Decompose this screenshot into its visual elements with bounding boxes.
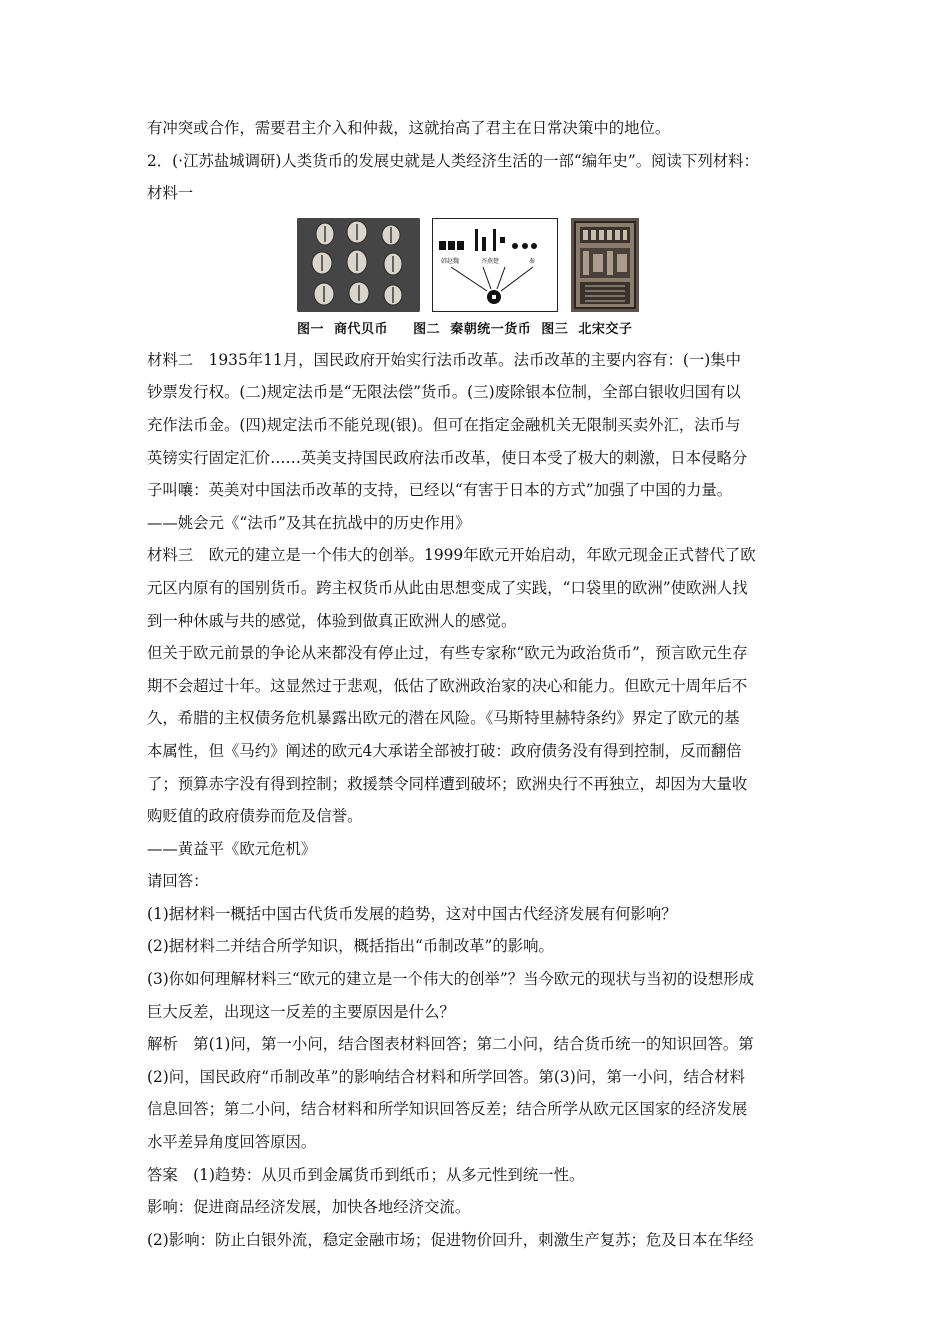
question-header: 2．(·江苏盐城调研)人类货币的发展史就是人类经济生活的一部“编年史”。阅读下列材料： — [147, 151, 759, 170]
figure-caption: 图一 商代贝币 图二 秦朝统一货币 图三 北宋交子 — [297, 321, 633, 337]
fig2-label-3: 秦 — [529, 257, 536, 265]
material-three-line: 到一种休戚与共的感觉，体验到做真正欧洲人的感觉。 — [147, 611, 517, 630]
figure-row — [147, 218, 809, 344]
material-three-line: 久，希腊的主权债务危机暴露出欧元的潜在风险。《马斯特里赫特条约》界定了欧元的基 — [147, 709, 740, 728]
material-three-line: 了；预算赤字没有得到控制；救援禁令同样遭到破坏；欧洲央行不再独立，却因为大量收 — [147, 774, 748, 793]
material-two-line: 子叫嚷：英美对中国法币改革的支持，已经以“有害于日本的方式”加强了中国的力量。 — [147, 481, 733, 500]
question-item: (2)据材料二并结合所学知识，概括指出“币制改革”的影响。 — [147, 937, 554, 956]
material-two-line: 钞票发行权。(二)规定法币是“无限法偿”货币。(三)废除银本位制，全部白银收归国有以 — [147, 383, 741, 402]
question-item: (3)你如何理解材料三“欧元的建立是一个伟大的创举”？当今欧元的现状与当初的设想形成 — [147, 970, 754, 989]
material-two-line: 充作法币金。(四)规定法币不能兑现(银)。但可在指定金融机关无限制买卖外汇，法币与 — [147, 415, 741, 434]
fig2-label-1: 韩赵魏 — [441, 257, 460, 265]
shell-money-image — [297, 218, 420, 312]
material-three-line: 材料三 欧元的建立是一个伟大的创举。1999年欧元开始启动，年欧元现金正式替代了欧 — [147, 546, 756, 565]
analysis-line: (2)问，国民政府“币制改革”的影响结合材料和所学回答。第(3)问，第一小问，结合材料 — [147, 1067, 746, 1086]
analysis-line: 解析 第(1)问，第一小问，结合图表材料回答；第二小问，结合货币统一的知识回答。第 — [147, 1035, 754, 1054]
analysis-line: 信息回答；第二小问，结合材料和所学知识回答反差；结合所学从欧元区国家的经济发展 — [147, 1100, 748, 1119]
question-prompt: 请回答： — [147, 872, 209, 891]
text-column — [147, 112, 809, 1256]
material-three-line: 但关于欧元前景的争论从来都没有停止过，有些专家称“欧元为政治货币”，预言欧元生存 — [147, 644, 748, 663]
material-three-source: ——黄益平《欧元危机》 — [147, 839, 317, 858]
material-two-line: 材料二 1935年11月，国民政府开始实行法币改革。法币改革的主要内容有：(一)集中 — [147, 350, 742, 369]
answer-line: (2)影响：防止白银外流，稳定金融市场；促进物价回升，刺激生产复苏；危及日本在华经 — [147, 1230, 754, 1249]
material-three-line: 元区内原有的国别货币。跨主权货币从此由思想变成了实践，“口袋里的欧洲”使欧洲人找 — [147, 578, 748, 597]
material-three-line: 本属性，但《马约》阐述的欧元4大承诺全部被打破：政府债务没有得到控制，反而翻倍 — [147, 741, 742, 760]
material-one-label: 材料一 — [147, 184, 194, 203]
answer-line: 影响：促进商品经济发展，加快各地经济交流。 — [147, 1198, 471, 1217]
question-item: (1)据材料一概括中国古代货币发展的趋势，这对中国古代经济发展有何影响？ — [147, 904, 677, 923]
material-two-line: 英镑实行固定汇价……英美支持国民政府法币改革，使日本受了极大的刺激，日本侵略分 — [147, 448, 748, 467]
question-item: 巨大反差，出现这一反差的主要原因是什么？ — [147, 1002, 455, 1021]
fig2-label-2: 齐燕楚 — [481, 257, 500, 265]
material-three-line: 期不会超过十年。这显然过于悲观，低估了欧洲政治家的决心和能力。但欧元十周年后不 — [147, 676, 748, 695]
material-three-line: 购贬值的政府债券而危及信誉。 — [147, 807, 363, 826]
text-line: 有冲突或合作，需要君主介入和仲裁，这就抬高了君主在日常决策中的地位。 — [147, 119, 671, 137]
answer-line: 答案 (1)趋势：从贝币到金属货币到纸币；从多元性到统一性。 — [147, 1165, 585, 1184]
analysis-line: 水平差异角度回答原因。 — [147, 1133, 317, 1152]
jiaozi-banknote-image — [571, 218, 639, 312]
material-two-source: ——姚会元《“法币”及其在抗战中的历史作用》 — [147, 513, 471, 532]
qin-currency-diagram — [432, 218, 558, 312]
